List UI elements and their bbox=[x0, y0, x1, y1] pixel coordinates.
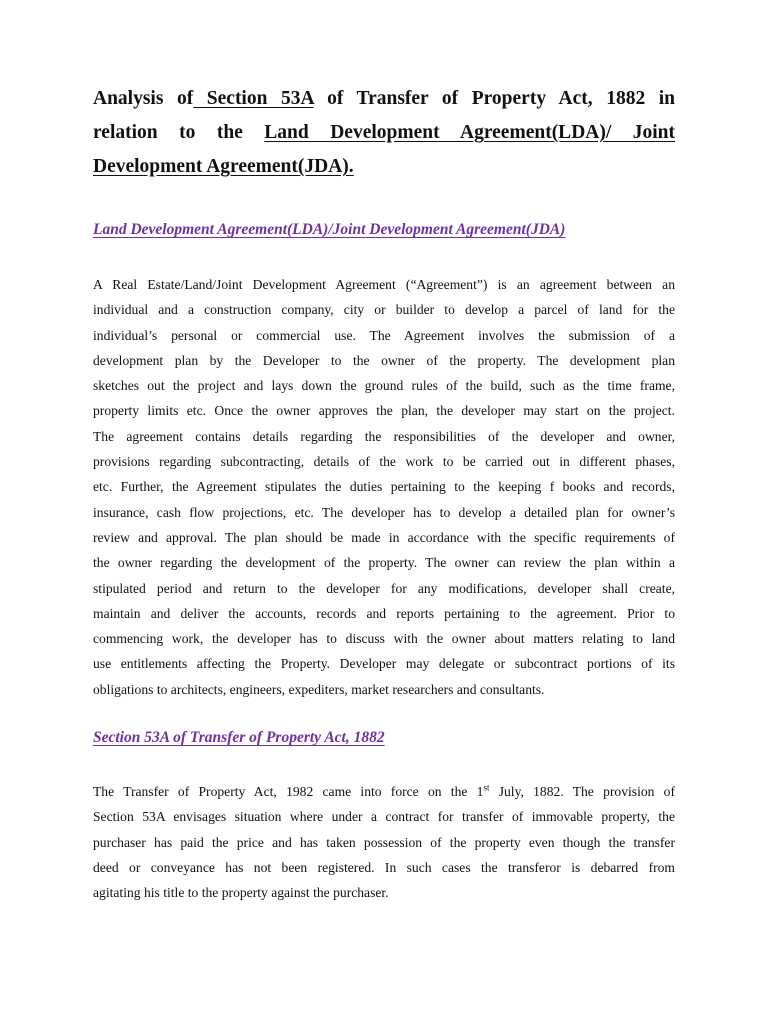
title-line-2: relation to the Land Development Agreement(LDA)/ Joint bbox=[93, 122, 675, 143]
paragraph-line: maintain and deliver the accounts, records and reports pertaining to the agreement. Prior to bbox=[93, 605, 675, 621]
paragraph-line: commencing work, the developer has to discuss with the owner about matters relating to land bbox=[93, 631, 675, 647]
title-line-3 bbox=[93, 150, 675, 184]
title-agreement-link-b[interactable]: Development Agreement(JDA). bbox=[93, 156, 354, 177]
paragraph-line bbox=[93, 779, 675, 804]
paragraph-line: development plan by the Developer to the owner of the property. The development plan bbox=[93, 352, 675, 368]
paragraph-line: the owner regarding the development of the property. The owner can review the plan within a bbox=[93, 555, 675, 571]
document-title bbox=[93, 82, 675, 184]
heading-section-53a[interactable]: Section 53A of Transfer of Property Act, 1882 bbox=[93, 729, 385, 746]
paragraph-line: sketches out the project and lays down the ground rules of the build, such as the time frame, bbox=[93, 378, 675, 394]
paragraph-text: The Transfer of Property Act, 1982 came into force on the 1 bbox=[93, 784, 484, 799]
paragraph-line: A Real Estate/Land/Joint Development Agreement (“Agreement”) is an agreement between an bbox=[93, 277, 675, 292]
title-middle: of Transfer of Property Act, 1882 in bbox=[313, 88, 676, 109]
paragraph-line: stipulated period and return to the developer for any modifications, developer shall create, bbox=[93, 580, 675, 596]
paragraph-section-53a bbox=[93, 779, 675, 905]
paragraph-line: use entitlements affecting the Property. Developer may delegate or subcontract portions of its bbox=[93, 656, 675, 672]
paragraph-line: etc. Further, the Agreement stipulates the duties pertaining to the keeping f books and records, bbox=[93, 479, 675, 495]
title-prefix: Analysis of bbox=[93, 88, 194, 109]
paragraph-line: agitating his title to the property against the purchaser. bbox=[93, 885, 389, 901]
paragraph-line: individual’s personal or commercial use. The Agreement involves the submission of a bbox=[93, 327, 675, 343]
paragraph-line: Section 53A envisages situation where under a contract for transfer of immovable property, the bbox=[93, 809, 675, 825]
title-section-link[interactable]: Section 53A bbox=[193, 88, 314, 109]
paragraph-line: purchaser has paid the price and has taken possession of the property even though the transfer bbox=[93, 834, 675, 850]
paragraph-line: review and approval. The plan should be made in accordance with the specific requirements of bbox=[93, 529, 675, 545]
paragraph-line: obligations to architects, engineers, expediters, market researchers and consultants. bbox=[93, 681, 545, 697]
paragraph-line: property limits etc. Once the owner approves the plan, the developer may start on the project. bbox=[93, 403, 675, 419]
title-agreement-link-a[interactable]: Land Development Agreement(LDA)/ Joint bbox=[264, 122, 675, 143]
paragraph-lda-jda bbox=[93, 272, 675, 702]
superscript-ordinal: st bbox=[483, 782, 490, 793]
paragraph-line: provisions regarding subcontracting, details of the work to be carried out in different phases, bbox=[93, 454, 675, 470]
paragraph-line: insurance, cash flow projections, etc. The developer has to develop a detailed plan for owner’s bbox=[93, 504, 675, 520]
paragraph-line: The agreement contains details regarding the responsibilities of the developer and owner, bbox=[93, 428, 675, 444]
heading-lda-jda[interactable]: Land Development Agreement(LDA)/Joint Development Agreement(JDA) bbox=[93, 221, 566, 238]
paragraph-line: individual and a construction company, city or builder to develop a parcel of land for the bbox=[93, 302, 675, 318]
paragraph-text: July, 1882. The provision of bbox=[489, 784, 676, 799]
paragraph-line: deed or conveyance has not been registered. In such cases the transferor is debarred from bbox=[93, 859, 675, 875]
title-line-1 bbox=[93, 82, 675, 116]
